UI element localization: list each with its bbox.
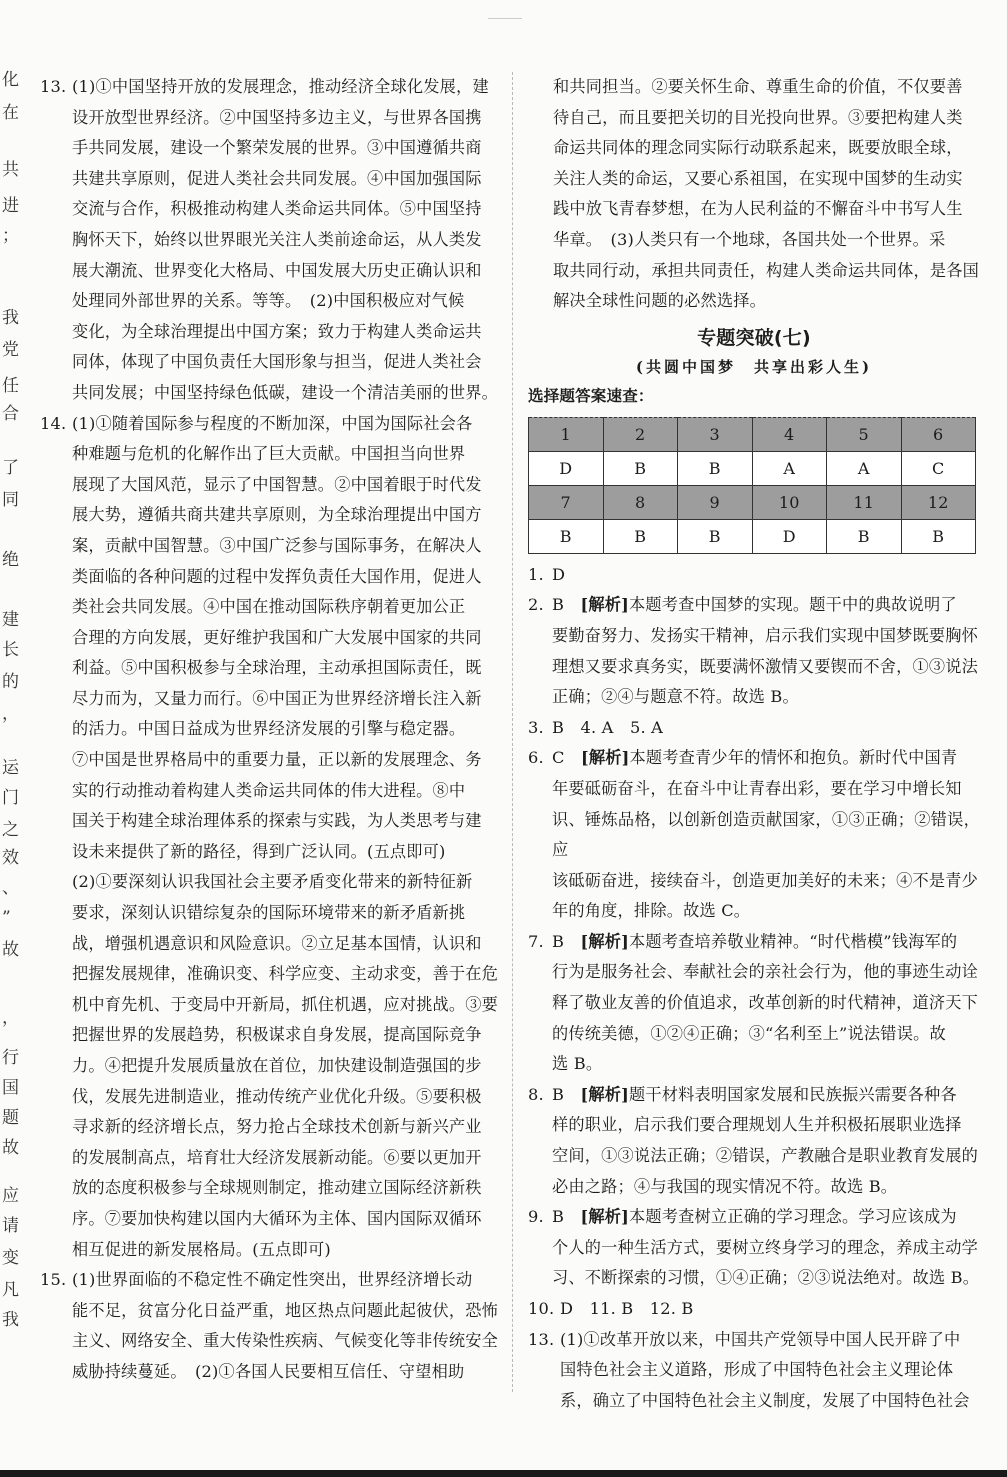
text-line: (1)①改革开放以来，中国共产党领导中国人民开辟了中 [560, 1329, 961, 1349]
answer-15 [40, 1265, 500, 1387]
text-line [552, 743, 980, 774]
text-line: 种难题与危机的化解作出了巨大贡献。中国担当向世界 [72, 444, 466, 464]
table-row [529, 519, 976, 553]
text-line: 命运共同体的理念同实际行动联系起来，既要放眼全球， [553, 138, 963, 158]
text-line: 理想又要求真务实，既要满怀激情又要锲而不舍，①③说法 [552, 656, 979, 676]
text-line: 力。④把提升发展质量放在首位，加快建设制造强国的步 [72, 1056, 482, 1075]
text-line: 践中放飞青春梦想，在为人民利益的不懈奋斗中书写人生 [553, 199, 963, 219]
edge-char: 变 [2, 1248, 19, 1268]
analysis-text: 本题考查中国梦的实现。题干中的典故说明了 [628, 595, 957, 615]
answer-letter: B [552, 1084, 581, 1104]
question-number-cell: 1 [529, 417, 604, 451]
answer-cell: D [752, 519, 827, 553]
edge-char: 在 [2, 103, 19, 123]
answer-item [528, 927, 980, 1080]
answer-cell: D [529, 451, 604, 485]
text-line: 和共同担当。②要关怀生命、尊重生命的价值，不仅要善 [553, 77, 963, 96]
answer-14-text [72, 409, 500, 1266]
answer-letter: B [552, 931, 581, 951]
answer-item-text [552, 1202, 980, 1294]
analysis-text: 题干材料表明国家发展和民族振兴需要各种各 [628, 1084, 957, 1104]
edge-char: 凡 [2, 1280, 19, 1300]
edge-char: 请 [2, 1216, 19, 1236]
edge-char: 化 [2, 70, 19, 90]
answer-quick-check-label: 选择题答案速查： [528, 386, 654, 405]
edge-char: 的 [2, 672, 19, 692]
answer-15-continued [528, 72, 980, 317]
text-line: 类面临的各种问题的过程中发挥负责任大国作用，促进人 [72, 566, 482, 586]
edge-char: 建 [2, 610, 19, 630]
text-line: B 4. A 5. A [552, 717, 664, 737]
text-line [552, 1202, 980, 1233]
item-number: 2. [528, 595, 544, 615]
answer-letter: B [552, 595, 581, 615]
answer-cell: B [603, 519, 678, 553]
section-subtitle: (共圆中国梦 共享出彩人生) [635, 357, 873, 376]
item-number: 3. [528, 717, 544, 737]
text-line: 年要砥砺奋斗，在奋斗中让青春出彩，要在学习中增长知 [552, 778, 962, 798]
question-number-cell: 12 [901, 485, 976, 519]
text-line: 能不足，贫富分化日益严重，地区热点问题此起彼伏，恐怖 [72, 1300, 499, 1320]
answer-cell: B [678, 451, 753, 485]
table-row [529, 485, 976, 519]
edge-char: 我 [2, 1310, 19, 1330]
answer-item [528, 1080, 980, 1202]
answer-letter: B [552, 1207, 581, 1227]
answer-item-text [560, 1294, 980, 1325]
answer-cell: C [901, 451, 976, 485]
top-rule [488, 18, 522, 19]
edge-char: 合 [2, 404, 19, 424]
item-number: 9. [528, 1207, 544, 1227]
text-line: (2)①要深刻认识我国社会主要矛盾变化带来的新特征新 [72, 872, 473, 892]
answer-item-text [560, 1325, 980, 1417]
edge-char: 长 [2, 640, 19, 660]
text-line: 序。⑦要加快构建以国内大循环为主体、国内国际双循环 [72, 1208, 482, 1228]
text-line [552, 927, 980, 958]
text-line: 威胁持续蔓延。 (2)①各国人民要相互信任、守望相助 [72, 1361, 465, 1381]
answer-item-text [552, 590, 980, 712]
text-line: 设未来提供了新的路径，得到广泛认同。(五点即可) [72, 841, 446, 861]
answer-item [528, 1294, 980, 1325]
text-line: 相互促进的新发展格局。(五点即可) [72, 1239, 331, 1259]
edge-char: 了 [2, 458, 19, 478]
text-line: 手共同发展，建设一个繁荣发展的世界。③中国遵循共商 [72, 138, 482, 158]
section-title: 专题突破(七) [697, 326, 811, 349]
text-line: 共同发展；中国坚持绿色低碳，建设一个清洁美丽的世界。 [72, 382, 499, 402]
text-line: 系，确立了中国特色社会主义制度，发展了中国特色社会 [560, 1390, 970, 1410]
text-line: 的传统美德，①②④正确；③“名利至上”说法错误。故 [552, 1023, 946, 1043]
answer-15-text [72, 1265, 500, 1387]
analysis-text: 本题考查树立正确的学习理念。学习应该成为 [628, 1207, 957, 1227]
question-number-cell: 8 [603, 485, 678, 519]
answer-cell: B [901, 519, 976, 553]
text-line: 识、锤炼品格，以创新创造贡献国家，①③正确；②错误，应 [552, 809, 980, 860]
answer-item [528, 1325, 980, 1417]
text-line: 伐，发展先进制造业，推动传统产业优化升级。⑤要积极 [72, 1086, 482, 1106]
text-line: 关注人类的命运，又要心系祖国，在实现中国梦的生动实 [553, 168, 963, 188]
question-number-cell: 9 [678, 485, 753, 519]
text-line: 国关于构建全球治理体系的探索与实践，为人类思考与建 [72, 811, 482, 831]
text-line: 把握世界的发展趋势，积极谋求自身发展，提高国际竞争 [72, 1025, 482, 1045]
item-number: 1. [528, 564, 544, 584]
text-line: 国特色社会主义道路，形成了中国特色社会主义理论体 [560, 1360, 954, 1380]
text-line: 处理同外部世界的关系。等等。 (2)中国积极应对气候 [72, 291, 465, 311]
text-line: 要勤奋努力、发扬实干精神，启示我们实现中国梦既要胸怀 [552, 625, 979, 645]
item-number: 6. [528, 748, 544, 768]
edge-char: 之 [2, 820, 19, 840]
text-line: D 11. B 12. B [560, 1299, 694, 1318]
question-number-cell: 3 [678, 417, 753, 451]
analysis-tag: [解析] [580, 931, 629, 951]
table-row [529, 417, 976, 451]
text-line: 放的态度积极参与全球规则制定，推动建立国际经济新秩 [72, 1178, 482, 1198]
edge-char: 门 [2, 788, 19, 808]
edge-char: 应 [2, 1186, 19, 1206]
answer-cell: B [678, 519, 753, 553]
text-line: 选 B。 [552, 1054, 603, 1074]
text-line: ⑦中国是世界格局中的重要力量，正以新的发展理念、务 [72, 750, 482, 770]
analysis-text: 本题考查青少年的情怀和抱负。新时代中国青 [629, 748, 958, 768]
text-line: 释了敬业友善的价值追求，改革创新的时代精神，道济天下 [552, 993, 979, 1013]
text-line: 展大势，遵循共商共建共享原则，为全球治理提出中国方 [72, 505, 482, 525]
table-row [529, 451, 976, 485]
text-line: 类社会共同发展。④中国在推动国际秩序朝着更加公正 [72, 597, 466, 617]
item-number: 14. [40, 413, 67, 433]
cropped-edge-text [0, 60, 20, 1390]
text-line [552, 590, 980, 621]
text-line: 合理的方向发展，更好维护我国和广大发展中国家的共同 [72, 627, 482, 647]
edge-char: 故 [2, 940, 19, 960]
text-line: 解决全球性问题的必然选择。 [553, 291, 767, 311]
answer-cell: A [752, 451, 827, 485]
text-line: 尽力而为，又量力而行。⑥中国正为世界经济增长注入新 [72, 688, 482, 708]
edge-char: 绝 [2, 550, 19, 570]
edge-char: ； [2, 226, 19, 246]
text-line: 取共同行动，承担共同责任，构建人类命运共同体，是各国 [553, 260, 980, 280]
analysis-tag: [解析] [580, 748, 630, 768]
column-divider [512, 72, 513, 1392]
question-number-cell: 2 [603, 417, 678, 451]
text-line: 主义、网络安全、重大传染性疾病、气候变化等非传统安全 [72, 1331, 499, 1351]
text-line: (1)世界面临的不稳定性不确定性突出，世界经济增长动 [72, 1270, 473, 1290]
question-number-cell: 10 [752, 485, 827, 519]
answer-14 [40, 409, 500, 1266]
text-line: 展大潮流、世界变化大格局、中国发展大历史正确认识和 [72, 260, 482, 280]
text-line: (1)①随着国际参与程度的不断加深，中国为国际社会各 [72, 413, 473, 433]
right-column [528, 72, 980, 1416]
answer-cell: A [827, 451, 902, 485]
text-line: 样的职业，启示我们要合理规划人生并积极拓展职业选择 [552, 1115, 962, 1135]
answer-item-text [552, 927, 980, 1080]
item-number: 10. [528, 1299, 555, 1318]
answer-item [528, 743, 980, 927]
text-line: 利益。⑤中国积极参与全球治理，主动承担国际责任，既 [72, 658, 482, 678]
item-number: 15. [40, 1270, 67, 1290]
edge-char: 效 [2, 848, 19, 868]
text-line: 战，增强机遇意识和风险意识。②立足基本国情，认识和 [72, 933, 482, 953]
item-number: 7. [528, 931, 544, 951]
answer-letter: C [552, 748, 581, 768]
answer-13-text [72, 72, 500, 409]
answer-cell: B [529, 519, 604, 553]
text-line: D [552, 564, 566, 584]
text-line: 实的行动推动着构建人类命运共同体的伟大进程。⑧中 [72, 780, 466, 800]
answer-item-text [552, 1080, 980, 1202]
text-line: 习、不断探索的习惯，①④正确；②③说法绝对。故选 B。 [552, 1268, 980, 1288]
answer-cell: B [827, 519, 902, 553]
edge-char: 题 [2, 1108, 19, 1128]
answer-item-text [552, 743, 980, 927]
edge-char: 运 [2, 758, 19, 778]
text-line: 正确；②④与题意不符。故选 B。 [552, 687, 799, 707]
answer-item [528, 590, 980, 712]
analysis-tag: [解析] [580, 1084, 629, 1104]
edge-char: 进 [2, 196, 19, 216]
edge-char: 任 [2, 376, 19, 396]
left-column [40, 72, 500, 1388]
text-line: 机中育先机、于变局中开新局，抓住机遇，应对挑战。③要 [72, 994, 499, 1014]
edge-char: 、 [2, 878, 19, 898]
edge-char: ” [2, 908, 11, 928]
text-line: (1)①中国坚持开放的发展理念，推动经济全球化发展，建 [72, 77, 489, 96]
edge-char: 我 [2, 308, 19, 328]
text-line: 共建共享原则，促进人类社会共同发展。④中国加强国际 [72, 168, 482, 188]
text-line: 展现了大国风范，显示了中国智慧。②中国着眼于时代发 [72, 474, 482, 494]
text-line: 同体，体现了中国负责任大国形象与担当，促进人类社会 [72, 352, 482, 372]
edge-char: 国 [2, 1078, 19, 1098]
edge-char: 共 [2, 160, 19, 180]
analysis-tag: [解析] [580, 1207, 629, 1227]
item-number: 8. [528, 1084, 544, 1104]
page-bottom-bar [0, 1470, 1007, 1477]
analysis-text: 本题考查培养敬业精神。“时代楷模”钱海军的 [628, 931, 958, 951]
text-line: 空间，①③说法正确；②错误，产教融合是职业教育发展的 [552, 1146, 979, 1166]
answer-item-text [552, 713, 980, 744]
item-number: 13. [40, 77, 67, 96]
text-line: 行为是服务社会、奉献社会的亲社会行为，他的事迹生动诠 [552, 962, 979, 982]
question-number-cell: 4 [752, 417, 827, 451]
text-line: 胸怀天下，始终以世界眼光关注人类前途命运，从人类发 [72, 229, 482, 249]
question-number-cell: 6 [901, 417, 976, 451]
text-line: 待自己，而且要把关切的目光投向世界。③要把构建人类 [553, 107, 963, 127]
edge-char: ， [2, 704, 19, 724]
answer-13 [40, 72, 500, 409]
answer-item [528, 560, 980, 591]
text-line: 年的角度，排除。故选 C。 [552, 901, 751, 921]
text-line: 交流与合作，积极推动构建人类命运共同体。⑤中国坚持 [72, 199, 482, 219]
text-line: 寻求新的经济增长点，努力抢占全球技术创新与新兴产业 [72, 1117, 482, 1137]
edge-char: 行 [2, 1048, 19, 1068]
edge-char: 故 [2, 1138, 19, 1158]
question-number-cell: 7 [529, 485, 604, 519]
text-line: 的发展制高点，培育壮大经济发展新动能。⑥要以更加开 [72, 1147, 482, 1167]
text-line: 案，贡献中国智慧。③中国广泛参与国际事务，在解决人 [72, 535, 482, 555]
text-line: 必由之路；④与我国的现实情况不符。故选 B。 [552, 1176, 898, 1196]
question-number-cell: 5 [827, 417, 902, 451]
text-line: 把握发展规律，准确识变、科学应变、主动求变，善于在危 [72, 964, 499, 984]
answer-list [528, 560, 980, 1417]
answer-cell: B [603, 451, 678, 485]
question-number-cell: 11 [827, 485, 902, 519]
item-number: 13. [528, 1329, 555, 1349]
edge-char: ， [2, 1008, 19, 1028]
answer-item [528, 1202, 980, 1294]
text-line: 设开放型世界经济。②中国坚持多边主义，与世界各国携 [72, 107, 482, 127]
text-line: 华章。 (3)人类只有一个地球，各国共处一个世界。采 [553, 229, 946, 249]
text-line: 的活力。中国日益成为世界经济发展的引擎与稳定器。 [72, 719, 466, 739]
answer-table [528, 417, 976, 554]
text-line: 个人的一种生活方式，要树立终身学习的理念，养成主动学 [552, 1237, 979, 1257]
text-line [552, 1080, 980, 1111]
text-line: 要求，深刻认识错综复杂的国际环境带来的新矛盾新挑 [72, 903, 466, 923]
edge-char: 党 [2, 340, 19, 360]
analysis-tag: [解析] [580, 595, 629, 615]
answer-item [528, 713, 980, 744]
text-line: 该砥砺奋进，接续奋斗，创造更加美好的未来；④不是青少 [552, 870, 979, 890]
answer-item-text [552, 560, 980, 591]
edge-char: 同 [2, 490, 19, 510]
text-line: 变化，为全球治理提出中国方案；致力于构建人类命运共 [72, 321, 482, 341]
